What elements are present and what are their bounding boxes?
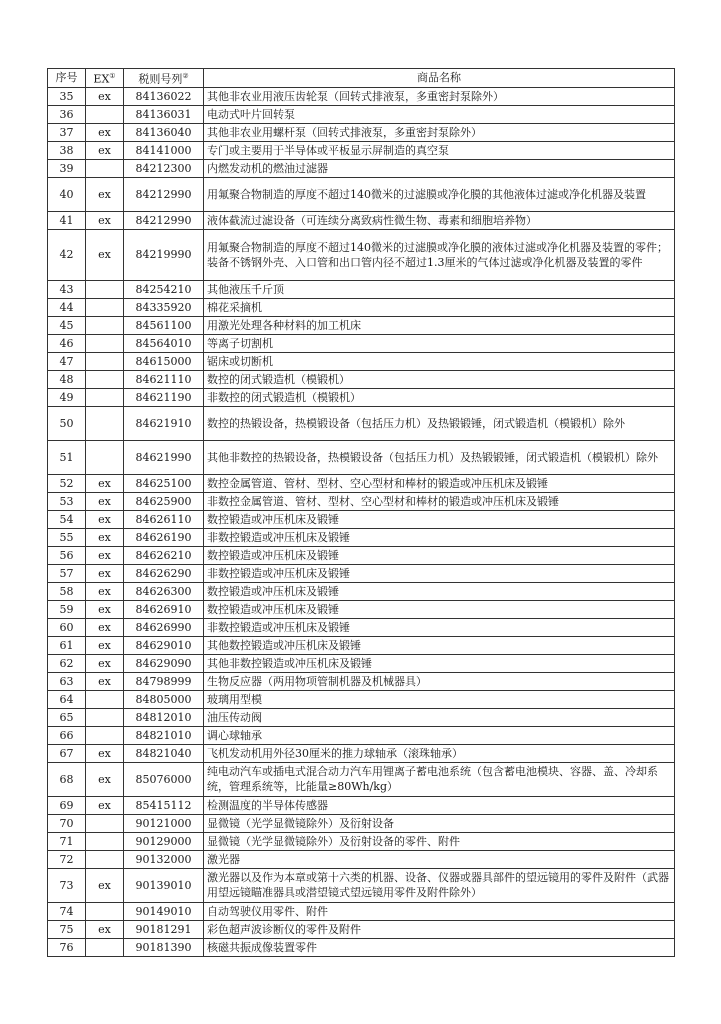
cell-name: 棉花采摘机 xyxy=(204,298,675,316)
table-row xyxy=(48,528,675,546)
cell-ex: ex xyxy=(86,868,124,902)
table-row xyxy=(48,744,675,762)
header-seq-label: 序号 xyxy=(55,71,78,85)
table-row xyxy=(48,902,675,920)
header-ex xyxy=(86,69,124,88)
cell-ex: ex xyxy=(86,762,124,796)
cell-ex: ex xyxy=(86,141,124,159)
table-row xyxy=(48,726,675,744)
cell-ex xyxy=(86,388,124,406)
cell-code: 84621190 xyxy=(124,388,204,406)
cell-name: 用氟聚合物制造的厚度不超过140微米的过滤膜或净化膜的液体过滤或净化机器及装置的零件；装备不锈钢外壳、入口管和出口管内径不超过1.3厘米的气体过滤或净化机器及装置的零件 xyxy=(204,229,675,280)
cell-seq: 60 xyxy=(48,618,86,636)
cell-name: 自动驾驶仪用零件、附件 xyxy=(204,902,675,920)
cell-ex xyxy=(86,938,124,956)
cell-ex: ex xyxy=(86,920,124,938)
table-row xyxy=(48,105,675,123)
cell-seq: 39 xyxy=(48,159,86,177)
table-row xyxy=(48,370,675,388)
cell-code: 84626190 xyxy=(124,528,204,546)
cell-name: 非数控金属管道、管材、型材、空心型材和棒材的锻造或冲压机床及锻锤 xyxy=(204,492,675,510)
cell-seq: 41 xyxy=(48,211,86,229)
cell-code: 84821010 xyxy=(124,726,204,744)
cell-seq: 46 xyxy=(48,334,86,352)
table-row xyxy=(48,388,675,406)
cell-code: 84629010 xyxy=(124,636,204,654)
cell-name: 电动式叶片回转泵 xyxy=(204,105,675,123)
table-row xyxy=(48,832,675,850)
cell-name: 非数控锻造或冲压机床及锻锤 xyxy=(204,564,675,582)
table-row xyxy=(48,316,675,334)
table-row xyxy=(48,87,675,105)
cell-code: 90132000 xyxy=(124,850,204,868)
cell-ex xyxy=(86,334,124,352)
table-row xyxy=(48,690,675,708)
cell-ex: ex xyxy=(86,654,124,672)
header-ex-footnote: ① xyxy=(109,72,116,80)
cell-name: 等离子切割机 xyxy=(204,334,675,352)
cell-name: 生物反应器（两用物项管制机器及机械器具） xyxy=(204,672,675,690)
cell-seq: 48 xyxy=(48,370,86,388)
cell-name: 液体截流过滤设备（可连续分离致病性微生物、毒素和细胞培养物） xyxy=(204,211,675,229)
table-row xyxy=(48,920,675,938)
cell-ex: ex xyxy=(86,528,124,546)
table-row xyxy=(48,334,675,352)
table-row xyxy=(48,814,675,832)
cell-ex: ex xyxy=(86,474,124,492)
cell-code: 84561100 xyxy=(124,316,204,334)
cell-seq: 36 xyxy=(48,105,86,123)
cell-code: 84136040 xyxy=(124,123,204,141)
cell-seq: 74 xyxy=(48,902,86,920)
cell-code: 85076000 xyxy=(124,762,204,796)
table-row xyxy=(48,280,675,298)
cell-name: 激光器 xyxy=(204,850,675,868)
cell-name: 非数控的闭式锻造机（模锻机） xyxy=(204,388,675,406)
cell-name: 飞机发动机用外径30厘米的推力球轴承（滚珠轴承） xyxy=(204,744,675,762)
cell-name: 用氟聚合物制造的厚度不超过140微米的过滤膜或净化膜的其他液体过滤或净化机器及装置 xyxy=(204,177,675,211)
cell-name: 显微镜（光学显微镜除外）及衍射设备的零件、附件 xyxy=(204,832,675,850)
cell-ex xyxy=(86,832,124,850)
cell-name: 调心球轴承 xyxy=(204,726,675,744)
cell-name: 检测温度的半导体传感器 xyxy=(204,796,675,814)
cell-ex: ex xyxy=(86,492,124,510)
cell-ex xyxy=(86,370,124,388)
cell-name: 数控的热锻设备，热模锻设备（包括压力机）及热锻锻锤，闭式锻造机（模锻机）除外 xyxy=(204,406,675,440)
cell-code: 84136022 xyxy=(124,87,204,105)
table-row xyxy=(48,406,675,440)
cell-ex: ex xyxy=(86,582,124,600)
cell-name: 其他非农业用螺杆泵（回转式排液泵，多重密封泵除外） xyxy=(204,123,675,141)
cell-name: 用激光处理各种材料的加工机床 xyxy=(204,316,675,334)
cell-seq: 65 xyxy=(48,708,86,726)
cell-name: 显微镜（光学显微镜除外）及衍射设备 xyxy=(204,814,675,832)
table-row xyxy=(48,564,675,582)
table-row xyxy=(48,211,675,229)
cell-seq: 69 xyxy=(48,796,86,814)
cell-ex: ex xyxy=(86,510,124,528)
cell-seq: 73 xyxy=(48,868,86,902)
cell-name: 数控锻造或冲压机床及锻锤 xyxy=(204,582,675,600)
table-row xyxy=(48,600,675,618)
cell-name: 纯电动汽车或插电式混合动力汽车用锂离子蓄电池系统（包含蓄电池模块、容器、盖、冷却系统，管理系统等，比能量≥80Wh/kg） xyxy=(204,762,675,796)
cell-name: 非数控锻造或冲压机床及锻锤 xyxy=(204,618,675,636)
cell-ex: ex xyxy=(86,211,124,229)
cell-ex: ex xyxy=(86,796,124,814)
cell-code: 84212300 xyxy=(124,159,204,177)
cell-name: 其他非数控锻造或冲压机床及锻锤 xyxy=(204,654,675,672)
cell-seq: 63 xyxy=(48,672,86,690)
cell-ex: ex xyxy=(86,177,124,211)
header-name-label: 商品名称 xyxy=(417,71,461,85)
cell-code: 84805000 xyxy=(124,690,204,708)
cell-ex xyxy=(86,708,124,726)
cell-ex: ex xyxy=(86,123,124,141)
cell-code: 90181291 xyxy=(124,920,204,938)
table-row xyxy=(48,636,675,654)
cell-code: 84625900 xyxy=(124,492,204,510)
cell-code: 84626210 xyxy=(124,546,204,564)
cell-ex xyxy=(86,406,124,440)
cell-code: 84564010 xyxy=(124,334,204,352)
cell-seq: 38 xyxy=(48,141,86,159)
cell-code: 84621990 xyxy=(124,440,204,474)
cell-code: 84335920 xyxy=(124,298,204,316)
cell-name: 内燃发动机的燃油过滤器 xyxy=(204,159,675,177)
cell-seq: 71 xyxy=(48,832,86,850)
cell-name: 彩色超声波诊断仪的零件及附件 xyxy=(204,920,675,938)
table-row xyxy=(48,796,675,814)
cell-code: 84798999 xyxy=(124,672,204,690)
cell-name: 非数控锻造或冲压机床及锻锤 xyxy=(204,528,675,546)
cell-seq: 58 xyxy=(48,582,86,600)
tariff-table-page xyxy=(47,68,674,957)
cell-seq: 50 xyxy=(48,406,86,440)
header-code-label: 税则号列 xyxy=(138,72,183,86)
cell-code: 84626290 xyxy=(124,564,204,582)
table-row xyxy=(48,229,675,280)
cell-name: 玻璃用型模 xyxy=(204,690,675,708)
cell-name: 数控锻造或冲压机床及锻锤 xyxy=(204,510,675,528)
cell-code: 85415112 xyxy=(124,796,204,814)
cell-code: 84212990 xyxy=(124,211,204,229)
cell-seq: 66 xyxy=(48,726,86,744)
table-row xyxy=(48,492,675,510)
cell-code: 84812010 xyxy=(124,708,204,726)
cell-seq: 37 xyxy=(48,123,86,141)
cell-ex: ex xyxy=(86,672,124,690)
cell-seq: 61 xyxy=(48,636,86,654)
header-ex-label: EX xyxy=(93,72,110,86)
cell-seq: 76 xyxy=(48,938,86,956)
cell-seq: 35 xyxy=(48,87,86,105)
cell-seq: 54 xyxy=(48,510,86,528)
cell-code: 90121000 xyxy=(124,814,204,832)
cell-seq: 49 xyxy=(48,388,86,406)
table-row xyxy=(48,352,675,370)
table-row xyxy=(48,474,675,492)
cell-seq: 62 xyxy=(48,654,86,672)
cell-code: 84219990 xyxy=(124,229,204,280)
cell-code: 84625100 xyxy=(124,474,204,492)
cell-code: 90129000 xyxy=(124,832,204,850)
cell-ex xyxy=(86,440,124,474)
table-row xyxy=(48,708,675,726)
cell-code: 84141000 xyxy=(124,141,204,159)
cell-ex: ex xyxy=(86,744,124,762)
cell-ex: ex xyxy=(86,546,124,564)
cell-seq: 55 xyxy=(48,528,86,546)
cell-ex: ex xyxy=(86,87,124,105)
cell-seq: 70 xyxy=(48,814,86,832)
cell-ex xyxy=(86,726,124,744)
cell-seq: 56 xyxy=(48,546,86,564)
cell-seq: 43 xyxy=(48,280,86,298)
cell-ex xyxy=(86,298,124,316)
cell-name: 其他非数控的热锻设备，热模锻设备（包括压力机）及热锻锻锤，闭式锻造机（模锻机）除外 xyxy=(204,440,675,474)
cell-seq: 72 xyxy=(48,850,86,868)
cell-name: 核磁共振成像装置零件 xyxy=(204,938,675,956)
table-row xyxy=(48,159,675,177)
cell-ex xyxy=(86,690,124,708)
cell-ex xyxy=(86,105,124,123)
header-seq xyxy=(48,69,86,88)
cell-ex xyxy=(86,316,124,334)
cell-seq: 57 xyxy=(48,564,86,582)
cell-seq: 53 xyxy=(48,492,86,510)
cell-name: 数控锻造或冲压机床及锻锤 xyxy=(204,600,675,618)
cell-code: 84254210 xyxy=(124,280,204,298)
table-row xyxy=(48,938,675,956)
cell-code: 84615000 xyxy=(124,352,204,370)
cell-ex: ex xyxy=(86,636,124,654)
cell-ex xyxy=(86,159,124,177)
cell-code: 90181390 xyxy=(124,938,204,956)
tariff-table xyxy=(47,68,675,957)
table-row xyxy=(48,762,675,796)
cell-seq: 59 xyxy=(48,600,86,618)
cell-seq: 42 xyxy=(48,229,86,280)
cell-seq: 64 xyxy=(48,690,86,708)
cell-name: 激光器以及作为本章或第十六类的机器、设备、仪器或器具部件的望远镜用的零件及附件（武器用望远镜瞄准器具或潜望镜式望远镜用零件及附件除外） xyxy=(204,868,675,902)
cell-code: 84821040 xyxy=(124,744,204,762)
table-row xyxy=(48,582,675,600)
cell-code: 84621910 xyxy=(124,406,204,440)
table-row xyxy=(48,546,675,564)
cell-code: 84626300 xyxy=(124,582,204,600)
cell-name: 数控金属管道、管材、型材、空心型材和棒材的锻造或冲压机床及锻锤 xyxy=(204,474,675,492)
table-row xyxy=(48,654,675,672)
cell-name: 其他数控锻造或冲压机床及锻锤 xyxy=(204,636,675,654)
cell-seq: 68 xyxy=(48,762,86,796)
header-code-footnote: ② xyxy=(182,72,189,80)
header-name xyxy=(204,69,675,88)
table-row xyxy=(48,868,675,902)
table-body xyxy=(48,87,675,956)
table-row xyxy=(48,177,675,211)
cell-ex xyxy=(86,814,124,832)
cell-ex: ex xyxy=(86,600,124,618)
table-row xyxy=(48,298,675,316)
table-row xyxy=(48,440,675,474)
cell-code: 84626110 xyxy=(124,510,204,528)
cell-name: 锯床或切断机 xyxy=(204,352,675,370)
cell-code: 90139010 xyxy=(124,868,204,902)
header-code xyxy=(124,69,204,88)
cell-ex xyxy=(86,280,124,298)
cell-code: 84136031 xyxy=(124,105,204,123)
cell-name: 其他非农业用液压齿轮泵（回转式排液泵，多重密封泵除外） xyxy=(204,87,675,105)
cell-ex: ex xyxy=(86,229,124,280)
cell-seq: 75 xyxy=(48,920,86,938)
cell-code: 84626990 xyxy=(124,618,204,636)
cell-name: 专门或主要用于半导体或平板显示屏制造的真空泵 xyxy=(204,141,675,159)
cell-seq: 40 xyxy=(48,177,86,211)
cell-ex: ex xyxy=(86,564,124,582)
cell-ex xyxy=(86,352,124,370)
cell-name: 油压传动阀 xyxy=(204,708,675,726)
table-row xyxy=(48,141,675,159)
cell-ex xyxy=(86,850,124,868)
cell-code: 84629090 xyxy=(124,654,204,672)
table-header-row xyxy=(48,69,675,88)
cell-seq: 67 xyxy=(48,744,86,762)
cell-seq: 51 xyxy=(48,440,86,474)
table-row xyxy=(48,850,675,868)
cell-code: 84212990 xyxy=(124,177,204,211)
table-row xyxy=(48,672,675,690)
cell-name: 数控锻造或冲压机床及锻锤 xyxy=(204,546,675,564)
cell-seq: 52 xyxy=(48,474,86,492)
table-row xyxy=(48,510,675,528)
cell-code: 90149010 xyxy=(124,902,204,920)
cell-seq: 44 xyxy=(48,298,86,316)
cell-seq: 45 xyxy=(48,316,86,334)
cell-code: 84626910 xyxy=(124,600,204,618)
table-row xyxy=(48,123,675,141)
cell-ex xyxy=(86,902,124,920)
cell-ex: ex xyxy=(86,618,124,636)
table-row xyxy=(48,618,675,636)
cell-name: 数控的闭式锻造机（模锻机） xyxy=(204,370,675,388)
cell-code: 84621110 xyxy=(124,370,204,388)
cell-name: 其他液压千斤顶 xyxy=(204,280,675,298)
cell-seq: 47 xyxy=(48,352,86,370)
